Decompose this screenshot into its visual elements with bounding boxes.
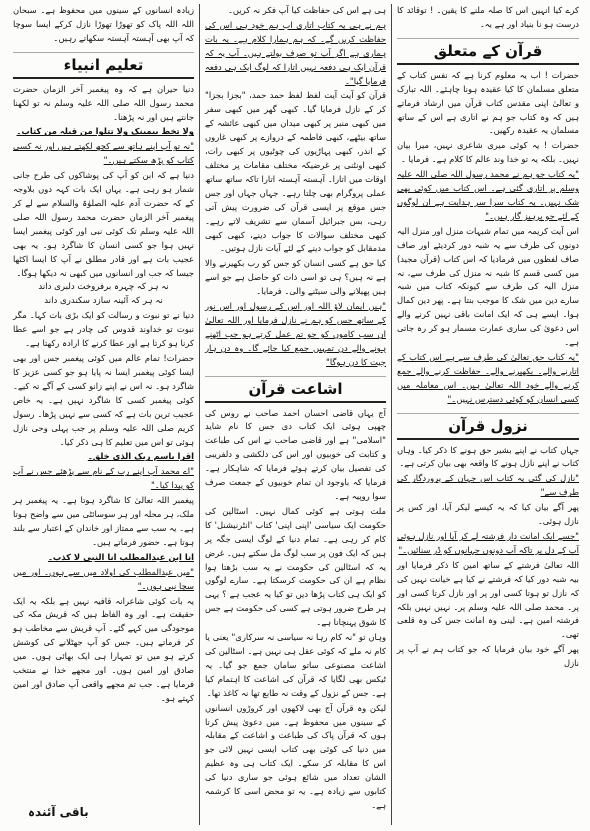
paragraph: دنیا حیران ہے کہ وہ پیغمبر آخر الزمان حضرت محمد رسول اللہ صلی اللہ علیہ وسلم نہ تو لکھنا جانتے ہیں اور نہ پڑھنا۔ <box>13 83 194 122</box>
quote: "جسے ایک امانت دار فرشتہ لے کر آیا اور نازل ہوئی آپ کے دل پر تاکہ آپ دونوں جہانوں کو ڈر سنائیں۔" <box>397 531 579 555</box>
paragraph: وہاں تو "نہ کام رہا نہ سیاسی نہ سرکاری" یعنی یا کام نہ ملے کہ کوئی عقل ہی نہیں ہے۔ اسٹالین کی اشاعت مصنوعی ساتو سامان جمع جو گیا۔ یہ ٹیکس بھی لگایا کہ قرآن کی اشاعت کا اہتمام کیا ہے۔ جس کے نزول کے وقت نہ طابع تھا نہ کاغذ تھا۔ <box>205 632 386 698</box>
quote: "یہ کتاب جو ہم نے محمد رسول اللہ صلی اللہ علیہ وسلم پر اتاری گئی ہے۔ اس کتاب میں کوئی بھی شک نہیں۔ یہ کتاب سرا سر ہدایت ہے ان لوگوں کے لئے جو پرہیز گار ہیں۔" <box>397 169 579 221</box>
column-left <box>8 4 200 825</box>
quote: "نازل کی گئی یہ کتاب اس جہان کے پروردگار کی طرف سے" <box>397 473 579 498</box>
paragraph: لیکن وہ قرآن آج بھی لاکھوں اور کروڑوں انسانوں کے سینوں میں محفوظ ہے۔ میں دعویٰ پیش کرتا ہوں کہ قرآن پاک کی طباعت و اشاعت کے مقابلہ میں دنیا کی کوئی بھی کتاب ایسی نہیں لائی جو اس کا مقابلہ کر سکے۔ ایک کتاب ہی وہ عظیم الشان تعداد میں شائع ہوئی جو ساری دنیا کی کتابوں سے زیادہ ہے۔ یہ تو محض اسی کا کرشمہ ہے۔ <box>205 702 386 810</box>
column-right <box>392 4 584 825</box>
quote: "میں عبدالمطلب کی اولاد میں سے ہوں۔ اور میں سچا نبی ہوں۔" <box>13 566 194 591</box>
quote: "نہ تو آپ اپنے ہاتھ سے کچھ لکھتے ہیں اور نہ کسی کتاب کو پڑھ سکتے ہیں۔" <box>13 141 194 166</box>
paragraph: پیغمبر اللہ تعالیٰ کا شاگرد ہوتا ہے۔ یہ پیغمبر ہر ملک، ہر محلہ اور ہر سوسائٹی میں سے واضح ہوتا ہے۔ یہ سب سے ممتاز اور خاندان کے اعتبار سے بلند ہوتا ہے۔ حضور فرماتے ہیں۔ <box>13 495 194 547</box>
arabic-verse: اقرا باسم ربک الذی خلق۔ <box>87 451 194 462</box>
persian-verse: نہ ہر کہ آئینہ سازد سکندری داند <box>44 296 163 307</box>
paragraph: زیادہ انسانوں کے سینوں میں محفوظ ہے۔ سبحان اللہ اللہ پاک کو تھوڑا تھوڑا نازل کرکے ایسا سوچا کہ آپ بھی آہستہ آہستہ سکھاتے رہیں۔ <box>13 5 194 43</box>
persian-verse: نہ ہر کہ چہرہ برفروخت دلبری داند <box>38 282 169 293</box>
paragraph: ہی ہے اس کی حفاظت کیا آپ فکر نہ کریں۔ <box>227 5 386 15</box>
paragraph: حضرات! تمام عالم میں کوئی پیغمبر جس اور بھی ایسا کوئی پیغمبر ایسا نہ پایا ہو جو کسی عزیز کا شاگرد ہو۔ نہ اس نے اپنے زانو کسی کے آگے تہ کیے۔ کوئی پیغمبر کسی کا شاگرد نہیں ہے۔ یہ خاص عجیب ترین بات ہے کہ کسی سے نہیں پڑھا۔ رسول کریم صلی اللہ علیہ وسلم پر جب پہلی وحی نازل ہوئی تو اس میں تعلیم کا ہی ذکر کیا۔ <box>13 353 194 447</box>
paragraph: کرے کیا انہیں اس کا صلہ ملنے کا یقین۔ ! توقائد کا درست ہو نا بنیاد اور ہے یہ۔ <box>397 5 579 29</box>
paragraph: پھر آگے بیان کیا کہ یہ کیسے لیکر آیا، اور کس پر نازل ہوئی۔ <box>397 502 579 527</box>
paragraph: قرآن کو آیت آیت لفظ لفظ حمد حمد، "بجزا بجزا" کر کے نازل فرمایا گیا۔ کبھی گھر میں کبھی سفر میں کبھی منبر پر کبھی میدان میں کبھی عائشہ کے ساتھ بیٹھے، کبھی فاطمہ کے دروازے پر کبھی غاروں کے اندر، کبھی پہاڑیوں کی چوٹیوں پر کبھی رات، کبھی اونٹنی پر غرضیکہ مختلف مقامات پر مختلف اوقات میں اتارا۔ آہستہ آہستہ اتارا تاکہ ساتھ ساتھ عملی پروگرام بھی چلتا رہے۔ جہاں جہاں اور جس جس موقع پر ایسی قرآن کی ضرورت پیش آتی رہی، بس جبرائیل آسمان سے تشریف لاتے رہے۔ کبھی مختلف سوالات کا جواب دینے، کبھی کبھی مدمقابل کو جواب دینے کے لئے آیات نازل ہوتیں۔ <box>205 90 386 254</box>
arabic-verse: انا ابن عبدالمطلب انا النبی لا کذب۔ <box>47 551 194 562</box>
paragraph: پھر آگے خود بیان فرمایا کہ جو کتاب ہم نے آپ پر نازل <box>397 644 579 669</box>
paragraph: اللہ تعالیٰ فرشتے کے ساتھ امین کا ذکر فرمایا اور بیہ شبہ دور کیا کہ فرشتے نے کیا ہے خیانت نہیں کی کہ نازل تو ہوتا کسی اور پر اور نازل کرتا کسی اور پر۔ محمد صلی اللہ علیہ وسلم پر۔ نہیں نہیں بلکہ فرشتہ امین ہے۔ لینی وہ امانت جس کی وہ قلعی تھی۔ <box>397 559 579 640</box>
paragraph: دنیا ہے کہ ابن کو آپ کی پوشاکوں کی طرح جانی شمار ہو رہی ہے۔ یہاں ایک بات کہہ دوں بلاوجہ کے کہ حضرت آدم علیہ الصلوٰۃ والسلام سے لے کر پیغمبر آخر الزمان حضرت محمد رسول اللہ صلی اللہ علیہ وسلم تک کوئی نبی اور کوئی پیغمبر ایسا نہیں ہوا جو کسی انسان کا شاگرد ہو۔ یہ بھی عجیب بات ہے اور قادر مطلق نے آپ کا ایسا اکٹھا جیسا کہ جب اور انسانوں میں کبھی نہ دیکھا ہوگا۔ <box>13 170 194 278</box>
paragraph: حضرات ! یہ کوئی میری شاعری نہیں، میرا بیان نہیں۔ بلکہ یہ تو خدا وند عالم کا کلام ہے۔ فرمایا ۔ <box>397 140 579 165</box>
continued-label: باقی آئندہ <box>28 805 89 819</box>
section-heading: قرآن کے متعلق <box>397 38 579 65</box>
paragraph: دنیا نے تو نبوت و رسالت کو ایک بڑی بات کہا۔ مگر نبوت تو خداوند قدوس کی چادر ہے جو اسے عطا کرنا ہو کرتا ہے اور عطا کرنے کا ارادہ رکھتا ہے۔ <box>13 310 194 349</box>
paragraph: کیا حق ہے کسی انسان کو جس کو رب بکھیرنے والا ہے نہ ہیں؟ ہی تو اسی ذات کو حاصل ہے جو اسے ہیں پھیلانے والی سیٹنے والی۔ فرمایا۔ <box>205 258 386 297</box>
section-heading: تعلیم انبیاء <box>13 52 194 79</box>
paragraph: حضرات ! اب یہ معلوم کرنا ہے کہ نفس کتاب کے متعلق مسلمان کا کیا عقیدہ ہونا چاہئے۔ اللہ تبارک و تعالیٰ اپنی مقدس کتاب قرآن میں ارشاد فرماتے ہیں کہ وہ کتاب جو ہم نے اتاری ہے اس کے ساتھ مسلمان یہ عقیدہ رکھیں۔ <box>397 69 579 136</box>
paragraph: جہاں کتاب نے اپنے بشیر حق ہونے کا ذکر کیا۔ وہاں کتاب نے اپنے نازل ہونے کا واقعہ بھی بیان کرتی ہے۔ <box>397 444 579 469</box>
quote: ہم نے ہی یہ کتاب اتاری اب ہم خود ہی اس کی حفاظت کریں گے۔ کہ ہم ہمارا کلام ہے۔ یہ بات ہماری ہے اگر آپ تو صرف بولتے ہیں۔ آپ یہ کہ قرآن ایک ہی دفعہ نہیں اتارا کہ لوگ ایک ہی دفعہ فرمایا گیا"۔ <box>205 19 386 86</box>
quote: "اے محمد آپ اپنے رب کے نام سے پڑھئے جس نے آپ کو پیدا کیا۔" <box>13 466 194 491</box>
column-middle <box>200 4 392 825</box>
paragraph: ملت ہوتی ہے کوئی کمال نہیں۔ اسٹالین کی حکومت ایک سیاسی 'اپنی اپنی' کتاب 'انٹرنیشنل' کا کام کر رہی ہے۔ تمام دنیا کے لوگ ایسی جگہ پر ہیں کہ ایک فون پر سب لوگ مل سکتے ہیں۔ غرض یہ کہ اسٹالین کی حکومت نے یہ سب بڑھتا ہوا نظام ہے ان کی حکومت کرسکتا ہے۔ سارے لوگوں کو ایک ہی کتاب پڑھا دیں تو کیا یہ عجب ہے ؟ یہی ہر طرح ضرور ہوتی ہے کسی کی حکومت ہے جس کا شوق پہنچانا ہے۔ <box>205 505 386 628</box>
section-heading: اشاعت قرآن <box>205 376 386 403</box>
paragraph: آج یہاں قاضی احسان احمد صاحب نے روس کی چھپی ہوئی ایک کتاب دی جس کا نام شاید "اسلامی" ہے اور قاضی صاحب نے اس کی طباعت و کتابت کی خوبیوں اور اس کی دلکشی و دلفریبی کی تفصیل بیان کرتے ہوئے فرمایا کہ شاہکار ہے۔ فرمایا کہ باوجود ان تمام خوبیوں کے جمعت صرف سوا روپیہ ہے۔ <box>205 407 386 501</box>
quote: "ہیں ایمان لاؤ اللہ اور اس کے رسول اور اس نور کے ساتھ جس کو ہم نے نازل فرمایا اور اللہ تعالیٰ ان سب کاموں کو جو تم عمل کرتے ہو جب اٹھنے ہونے والے دن تمہیں جمع کیا جائے گا۔ وہ دن ہار جیت کا دن ہوگا" <box>205 301 386 367</box>
arabic-verse: ولا تخط بیمینک ولا تتلوا من قبلہ من کتاب۔ <box>16 126 194 137</box>
section-heading: نزول قرآن <box>397 413 579 440</box>
quote: "یہ کتاب حق تعالیٰ کی طرف سے ہے اس کتاب کے اتارنے والے۔ بکھیرنے والے۔ حفاظت کرنے والے جمع کرنے والے خود اللہ تعالیٰ ہیں۔ اس معاملہ میں کسی انسان کو کوئی دسترس نہیں۔" <box>397 351 579 404</box>
paragraph: یہ بات کوئی شاعرانہ قافیہ نہیں ہے بلکہ یہ ایک حقیقت ہے۔ اور وہ الفاظ ہیں کہ قریش مکہ کی موجودگی میں کہے گئے۔ آپ قریش سے مخاطب ہو کر فرماتے ہیں۔ جس کو آپ جھٹلانے کی کوشش کرتے ہو میں تو تمہارا ہی ایک بھائی ہوں۔ میں صادق اور امین ہوں۔ اور مجھے خدا نے منتخب فرمایا ہے۔ جب تم مجھے واقعی آپ صادق اور امین کہتے ہو۔ <box>13 595 194 703</box>
paragraph: اس آیت کریمہ میں تمام شبہات منزل اور منزل الیہ دونوں کی طرف سے یہ شبہ دور کردیئے اور صاف صاف لفظوں میں فرمادیا کہ اس کتاب (قرآن مجید) میں کسی قسم کا شبہ نہ منزل کی طرف سے، نہ منزل الیہ کی طرف سے کیونکہ کتاب میں شبہ سارے دین میں شک کا موجب بنتا ہے۔ پھر دین کمال ہوا۔ ایسے ہی کہ ایک امانت باقی نہیں کرنے والے اس دعویٰ کی ساری عمارت مسمار ہو کر رہ جاتی ہے۔ <box>397 225 579 348</box>
